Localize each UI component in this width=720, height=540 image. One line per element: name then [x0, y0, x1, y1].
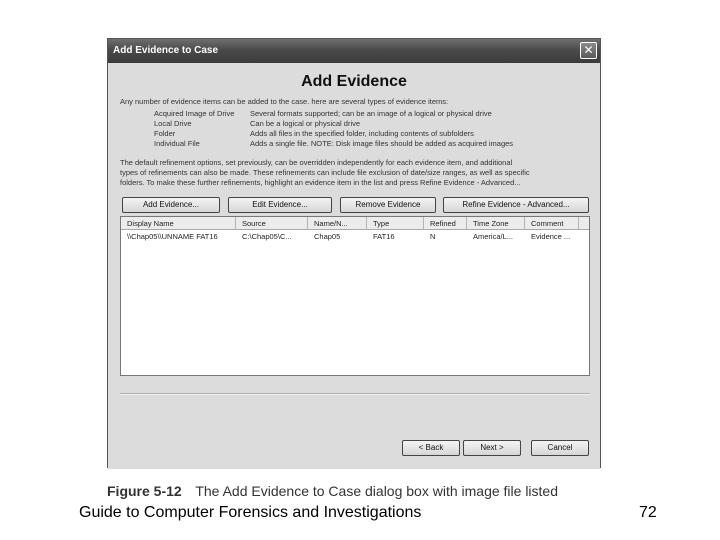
remove-evidence-button[interactable]: Remove Evidence	[340, 197, 436, 213]
dialog-content	[108, 63, 600, 469]
page-number: 72	[639, 504, 657, 521]
refine-evidence-button[interactable]: Refine Evidence - Advanced...	[443, 197, 589, 213]
next-button[interactable]: Next >	[463, 440, 521, 456]
divider	[120, 393, 590, 395]
dialog-title: Add Evidence to Case	[113, 45, 219, 56]
cell-source: C:\Chap05\C...	[242, 232, 292, 241]
refinement-line: folders. To make these further refinements, highlight an evidence item in the list and press Refine Evidence - Advanced...	[120, 178, 521, 187]
column-header-name[interactable]: Name/N...	[308, 217, 367, 230]
table-row[interactable]	[121, 231, 589, 243]
column-header-type[interactable]: Type	[367, 217, 424, 230]
evidence-type-desc: Several formats supported; can be an image of a logical or physical drive	[250, 109, 492, 118]
dialog-titlebar	[108, 39, 600, 63]
evidence-type-name: Folder	[154, 129, 176, 138]
evidence-type-name: Local Drive	[154, 119, 192, 128]
evidence-type-desc: Can be a logical or physical drive	[250, 119, 361, 128]
dialog-heading: Add Evidence	[301, 73, 407, 90]
refinement-line: types of refinements can also be made. These refinements can include file exclusion of date/size ranges, as well as specific	[120, 168, 530, 177]
figure-number: Figure 5-12	[107, 483, 182, 499]
refinement-description	[120, 158, 590, 188]
column-header-refined[interactable]: Refined	[424, 217, 467, 230]
evidence-type-name: Individual File	[154, 139, 200, 148]
evidence-type-desc: Adds a single file. NOTE: Disk image files should be added as acquired images	[250, 139, 514, 148]
edit-evidence-button[interactable]: Edit Evidence...	[228, 197, 332, 213]
cell-type: FAT16	[373, 232, 395, 241]
add-evidence-dialog	[107, 38, 601, 468]
figure-caption-text: The Add Evidence to Case dialog box with image file listed	[195, 483, 558, 499]
column-header-time-zone[interactable]: Time Zone	[467, 217, 525, 230]
cell-display-name: \\Chap05\\UNNAME FAT16	[127, 232, 218, 241]
column-header-display-name[interactable]: Display Name	[121, 217, 236, 230]
cell-refined: N	[430, 232, 436, 241]
refinement-line: The default refinement options, set previously, can be overridden independently for each evidence item, and additional	[120, 158, 513, 167]
evidence-list[interactable]	[120, 216, 590, 376]
cell-name: Chap05	[314, 232, 341, 241]
list-header	[121, 217, 589, 230]
evidence-type-name: Acquired Image of Drive	[154, 109, 235, 118]
footer-title: Guide to Computer Forensics and Investigations	[79, 504, 422, 521]
column-header-source[interactable]: Source	[236, 217, 308, 230]
add-evidence-button[interactable]: Add Evidence...	[122, 197, 220, 213]
figure-caption	[107, 483, 558, 499]
column-header-comment[interactable]: Comment	[525, 217, 579, 230]
close-icon[interactable]: ✕	[580, 42, 597, 59]
intro-text: Any number of evidence items can be added to the case. here are several types of evidence items:	[120, 97, 449, 106]
cell-time-zone: America/L...	[473, 232, 514, 241]
evidence-type-desc: Adds all files in the specified folder, including contents of subfolders	[250, 129, 474, 138]
back-button[interactable]: < Back	[402, 440, 460, 456]
cell-comment: Evidence ...	[531, 232, 571, 241]
cancel-button[interactable]: Cancel	[531, 440, 589, 456]
